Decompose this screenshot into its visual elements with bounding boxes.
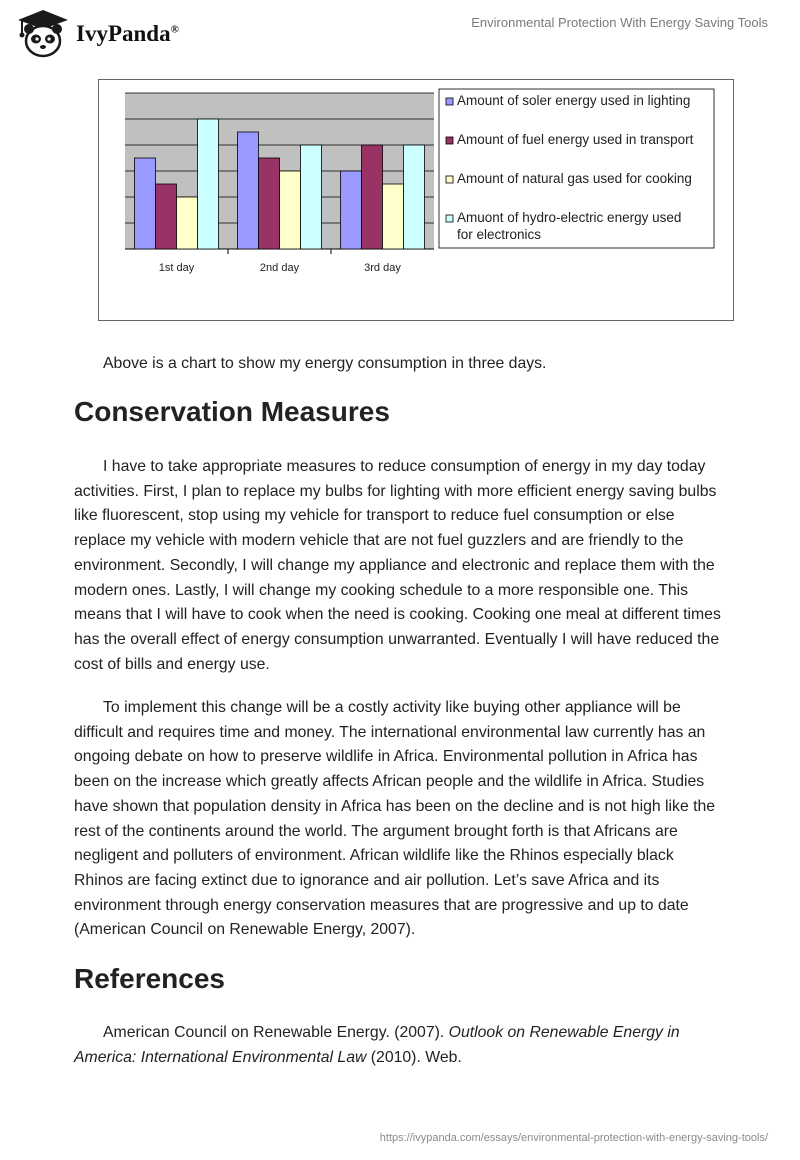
legend-label: Amuont of hydro-electric energy used bbox=[457, 210, 682, 225]
bar bbox=[156, 184, 177, 249]
x-tick-label: 2nd day bbox=[259, 262, 300, 274]
chart-caption: Above is a chart to show my energy consumption in three days. bbox=[103, 355, 547, 372]
panda-graduate-icon bbox=[14, 8, 72, 58]
references-heading: References bbox=[74, 963, 225, 994]
bar bbox=[198, 119, 219, 249]
reference-tail: (2010). Web. bbox=[366, 1048, 462, 1066]
bar bbox=[404, 145, 425, 249]
bar bbox=[383, 184, 404, 249]
reference-entry bbox=[74, 1021, 726, 1070]
legend-label: Amount of soler energy used in lighting bbox=[457, 93, 691, 108]
bar bbox=[280, 171, 301, 249]
energy-chart bbox=[98, 79, 734, 321]
legend-label: Amount of fuel energy used in transport bbox=[457, 132, 694, 147]
bar bbox=[341, 171, 362, 249]
bar bbox=[238, 132, 259, 249]
bar bbox=[259, 158, 280, 249]
conservation-paragraph-1: I have to take appropriate measures to reduce consumption of energy in my day today activities. First, I plan to replace my bulbs for lighting with more efficient energy saving bulbs like fluorescent, stop using my vehicle for transport to reduce fuel consumption or else replace my vehicle with modern vehicle that are not fuel guzzlers and are friendly to the environment. Secondly, I will change my appliance and electronic and replace them with the modern ones. Lastly, I will change my cooking schedule to a more responsible one. This means that I will have to cook when the need is cooking. Cooking one meal at different times has the overall effect of energy consumption unwarranted. Eventually I will have reduced the cost of bills and energy use. bbox=[74, 458, 721, 673]
brand-name: IvyPanda® bbox=[76, 21, 179, 46]
footer-url[interactable]: https://ivypanda.com/essays/environmental-protection-with-energy-saving-tools/ bbox=[379, 1132, 768, 1144]
conservation-paragraph-2: To implement this change will be a costly activity like buying other appliance will be difficult and requires time and money. The international environmental law currently has an ongoing debate on how to preserve wildlife in Africa. Environmental pollution in Africa has been on the increase which greatly affects African people and the wildlife in Africa. Studies have shown that population density in Africa has been on the decline and is not high like the rest of the continents around the world. The argument brought forth is that Africans are negligent and polluters of environment. African wildlife like the Rhinos especially black Rhinos are facing extinct due to ignorance and air pollution. Let’s save Africa and its environment through energy conservation measures that are progressive and up to date (American Council on Renewable Energy, 2007). bbox=[74, 699, 716, 939]
bar bbox=[362, 145, 383, 249]
bar bbox=[301, 145, 322, 249]
bar bbox=[135, 158, 156, 249]
bar bbox=[177, 197, 198, 249]
reference-author: American Council on Renewable Energy. (2007). bbox=[103, 1024, 449, 1041]
reference-title: Outlook on Renewable Energy in America: International Environmental Law bbox=[74, 1024, 680, 1066]
legend-swatch bbox=[446, 215, 453, 222]
legend-swatch bbox=[446, 137, 453, 144]
x-tick-label: 3rd day bbox=[364, 262, 401, 274]
brand-logo[interactable] bbox=[14, 8, 179, 58]
chart-canvas bbox=[99, 80, 735, 322]
legend-label: Amount of natural gas used for cooking bbox=[457, 171, 692, 186]
legend-swatch bbox=[446, 98, 453, 105]
legend-label: for electronics bbox=[457, 227, 542, 242]
legend-swatch bbox=[446, 176, 453, 183]
document-title: Environmental Protection With Energy Saving Tools bbox=[471, 15, 768, 30]
conservation-heading: Conservation Measures bbox=[74, 396, 390, 427]
x-tick-label: 1st day bbox=[158, 262, 195, 274]
page-header bbox=[0, 0, 800, 60]
